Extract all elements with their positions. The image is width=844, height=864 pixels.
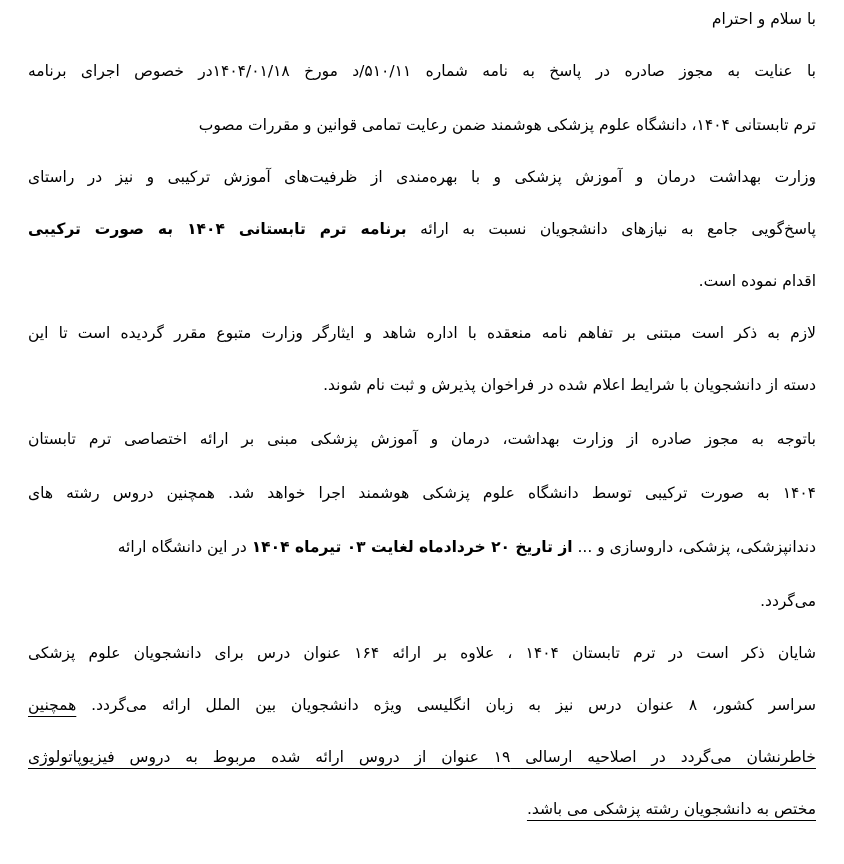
paragraph-1-line-4 (28, 218, 816, 240)
paragraph-2-line-1: لازم به ذکر است مبتنی بر تفاهم نامه منعقده با اداره شاهد و ایثارگر وزارت متبوع مقرر گردیده است تا این (28, 324, 816, 342)
date-range-highlight: از تاریخ ۲۰ خردادماه لغایت ۰۳ تیرماه ۱۴۰۴ (251, 538, 573, 556)
paragraph-1-line-1: با عنایت به مجوز صادره در پاسخ به نامه شماره ۵۱۰/۱۱/د مورخ ۱۴۰۴/۰۱/۱۸در خصوص اجرای برنامه (28, 62, 816, 80)
paragraph-4-line-2 (28, 694, 816, 716)
paragraph-3-line-4: می‌گردد. (760, 592, 816, 610)
paragraph-3-line-3-end: در این دانشگاه ارائه (117, 538, 252, 556)
paragraph-3-line-2: ۱۴۰۴ به صورت ترکیبی توسط دانشگاه علوم پزشکی هوشمند اجرا خواهد شد. همچنین دروس رشته های (28, 484, 816, 502)
greeting: با سلام و احترام (711, 10, 816, 28)
paragraph-3-line-3-start: دندانپزشکی، پزشکی، داروسازی و ... (572, 538, 816, 556)
paragraph-1-line-5: اقدام نموده است. (698, 272, 816, 290)
paragraph-4-line-2-text: سراسر کشور، ۸ عنوان درس نیز به زبان انگلیسی ویژه دانشجویان بین الملل ارائه می‌گردد. (76, 696, 816, 714)
paragraph-1-line-3: وزارت بهداشت درمان و آموزش پزشکی و با بهره‌مندی از ظرفیت‌های آموزش ترکیبی و نیز در راستای (28, 168, 816, 186)
paragraph-4-line-4: مختص به دانشجویان رشته پزشکی می باشد. (526, 800, 816, 818)
paragraph-4-line-3: خاطرنشان می‌گردد در اصلاحیه ارسالی ۱۹ عنوان از دروس ارائه شده مربوط به دروس فیزیوپاتولوژی (28, 748, 816, 766)
paragraph-3-line-1: باتوجه به مجوز صادره از وزارت بهداشت، درمان و آموزش پزشکی مبنی بر ارائه اختصاصی ترم تابستان (28, 430, 816, 448)
paragraph-2-line-2: دسته از دانشجویان با شرایط اعلام شده در فراخوان پذیرش و ثبت نام شوند. (323, 376, 816, 394)
summer-program-highlight: برنامه ترم تابستانی ۱۴۰۴ به صورت ترکیبی (28, 220, 407, 238)
paragraph-4-line-1: شایان ذکر است در ترم تابستان ۱۴۰۴ ، علاوه بر ارائه ۱۶۴ عنوان درس برای دانشجویان علوم پزشکی (28, 644, 816, 662)
paragraph-3-line-3 (118, 536, 816, 558)
paragraph-1-line-2: ترم تابستانی ۱۴۰۴، دانشگاه علوم پزشکی هوشمند ضمن رعایت تمامی قوانین و مقررات مصوب (198, 116, 816, 134)
paragraph-1-line-4-text: پاسخ‌گویی جامع به نیازهای دانشجویان نسبت به ارائه (406, 220, 816, 238)
underlined-text: همچنین (28, 696, 77, 714)
